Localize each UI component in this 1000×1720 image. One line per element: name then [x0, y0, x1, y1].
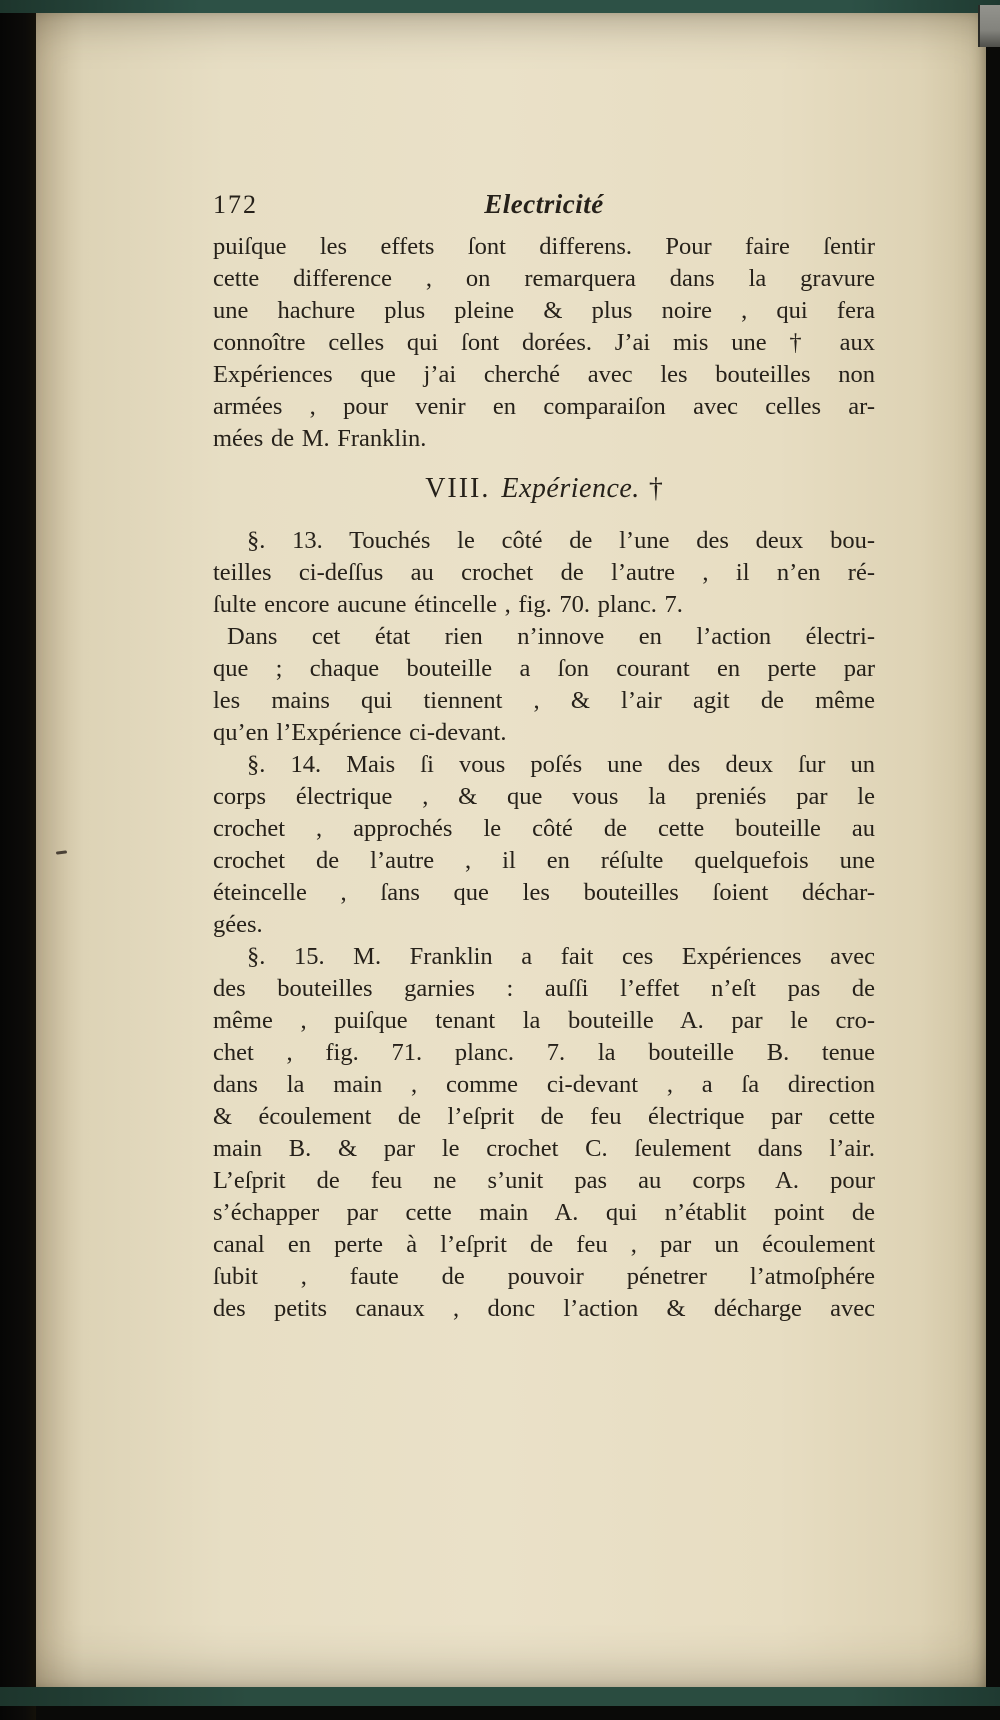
- text-line: s’échapper par cette main A. qui n’établit point de: [213, 1199, 875, 1226]
- text-line: §. 13. Touchés le côté de l’une des deux bou-: [247, 527, 875, 554]
- next-page-corner: [978, 5, 1000, 47]
- page-header: [213, 189, 875, 223]
- paragraph: [213, 941, 875, 1325]
- section-title: Expérience.: [501, 473, 640, 504]
- paragraph: [213, 749, 875, 941]
- text-line: §. 15. M. Franklin a fait ces Expériences avec: [247, 943, 875, 970]
- text-line: chet , fig. 71. planc. 7. la bouteille B. tenue: [213, 1039, 875, 1066]
- experiment-paragraphs: [213, 525, 875, 1325]
- section-heading: [213, 472, 875, 506]
- text-line: puiſque les effets ſont differens. Pour faire ſentir: [213, 233, 875, 260]
- bottom-edge-strip: [0, 1687, 1000, 1706]
- text-line: dans la main , comme ci-devant , a ſa direction: [213, 1071, 875, 1098]
- book-spine-shadow: [0, 0, 36, 1720]
- text-line: Dans cet état rien n’innove en l’action électri-: [227, 623, 875, 650]
- text-line: §. 14. Mais ſi vous poſés une des deux ſur un: [247, 751, 875, 778]
- text-line: main B. & par le crochet C. ſeulement dans l’air.: [213, 1135, 875, 1162]
- opening-paragraphs: [213, 231, 875, 455]
- text-line: une hachure plus pleine & plus noire , qui fera: [213, 297, 875, 324]
- text-line: ſubit , faute de pouvoir pénetrer l’atmoſphére: [213, 1263, 875, 1290]
- running-title: Electricité: [484, 189, 604, 219]
- text-line: teilles ci-deſſus au crochet de l’autre , il n’en ré-: [213, 559, 875, 586]
- text-line: éteincelle , ſans que les bouteilles ſoient déchar-: [213, 879, 875, 906]
- text-line: qu’en l’Expérience ci-devant.: [213, 719, 507, 746]
- text-line: ſulte encore aucune étincelle , fig. 70. planc. 7.: [213, 591, 683, 618]
- dagger-mark: †: [648, 473, 663, 504]
- text-line: mées de M. Franklin.: [213, 425, 427, 452]
- text-line: & écoulement de l’eſprit de feu électrique par cette: [213, 1103, 875, 1130]
- paragraph: [213, 231, 875, 455]
- text-line: crochet , approchés le côté de cette bouteille au: [213, 815, 875, 842]
- paragraph: [213, 621, 875, 749]
- text-line: canal en perte à l’eſprit de feu , par un écoulement: [213, 1231, 875, 1258]
- paper-page: [36, 13, 986, 1687]
- page-number: 172: [213, 190, 258, 219]
- text-line: connoître celles qui ſont dorées. J’ai mis une † aux: [213, 329, 875, 356]
- section-numeral: VIII.: [425, 473, 491, 504]
- text-line: que ; chaque bouteille a ſon courant en perte par: [213, 655, 875, 682]
- text-line: L’eſprit de feu ne s’unit pas au corps A. pour: [213, 1167, 875, 1194]
- text-line: Expériences que j’ai cherché avec les bouteilles non: [213, 361, 875, 388]
- top-edge-strip: [0, 0, 1000, 13]
- text-line: corps électrique , & que vous la preniés par le: [213, 783, 875, 810]
- paragraph: [213, 525, 875, 621]
- text-line: des petits canaux , donc l’action & décharge avec: [213, 1295, 875, 1322]
- text-line: gées.: [213, 911, 263, 938]
- text-line: des bouteilles garnies : auſſi l’effet n’eſt pas de: [213, 975, 875, 1002]
- text-column: [213, 189, 875, 1325]
- text-line: cette difference , on remarquera dans la gravure: [213, 265, 875, 292]
- text-line: armées , pour venir en comparaiſon avec celles ar-: [213, 393, 875, 420]
- text-line: les mains qui tiennent , & l’air agit de même: [213, 687, 875, 714]
- text-line: crochet de l’autre , il en réſulte quelquefois une: [213, 847, 875, 874]
- text-line: même , puiſque tenant la bouteille A. par le cro-: [213, 1007, 875, 1034]
